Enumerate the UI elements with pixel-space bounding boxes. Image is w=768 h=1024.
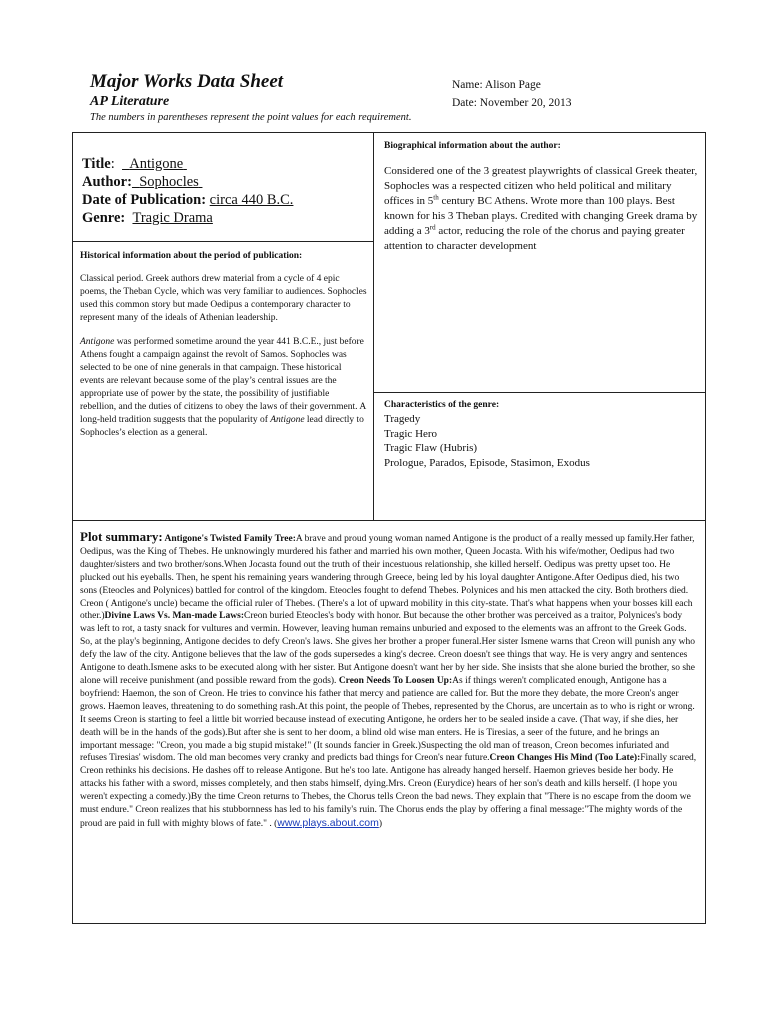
publication-value: circa 440 B.C. [209,192,294,208]
title-row: Title: Antigone [82,155,367,173]
biography-text: Considered one of the 3 greatest playwrights of classical Greek theater, Sophocles was a respected citizen who held political and military offices in 5th century BC Athens. Wrote more than 100 plays. Best known for his 3 Theban plays. Credited with changing Greek drama by adding a 3rd actor, reducing the role of the chorus and paying greater attention to character development [384,165,698,252]
biography-section [384,141,700,254]
plot-heading-divine-laws: Divine Laws Vs. Man-made Laws: [104,611,244,622]
plot-text-end: ) [378,818,382,829]
source-link[interactable]: www.plays.about.com [277,816,379,829]
plot-text: Finally scared, Creon rethinks his decisions. He dashes off to release Antigone. But he's too late. Antigone has already hanged herself. Haemon grieves beside her body. He attacks his father with a sword, misses completely, and then stabs himself, dying.Mrs. Creon (Eurydice) hears of her son's death and kills herself. (I hope you weren't expecting a comedy.)By the time Creon returns to Thebes, the Chorus tells Creon the bad news. They explain that "There is no escape from the doom we must endure." Creon realizes that his stubbornness has led to his family's ruin. The Chorus ends the play by offering a final message:"The mighty words of the proud are paid in full with mighty blows of fate." . ( [80,753,697,829]
historical-paragraph-2: Antigone was performed sometime around the year 441 B.C.E., just before Athens fought a campaign against the revolt of Samos. Sophocles was selected to be one of nine generals in that campaign. These historical events are relevant because some of the play’s central issues are the appropriate use of power by the state, the possibility of justifiable rebellion, and the duties of citizens to obey the laws of their government. A long-held tradition suggests that the popularity of Antigone lead directly to Sophocles’s election as a general. [80,337,366,438]
genre-item: Prologue, Parados, Episode, Stasimon, Exodus [384,456,590,469]
author-row: Author: Sophocles [82,173,367,191]
title-label: Title [82,156,111,172]
author-value: Sophocles [139,174,199,190]
genre-row [82,209,367,227]
work-info [82,155,367,227]
genre-item: Tragedy [384,413,421,425]
plot-heading-creon-loosen-up: Creon Needs To Loosen Up: [338,675,453,686]
sheet-title: Major Works Data Sheet [90,71,284,92]
author-label: Author [82,174,128,190]
publication-row [82,191,367,209]
title-value: Antigone [129,156,184,172]
points-note: The numbers in parentheses represent the point values for each requirement. [90,112,412,123]
historical-paragraph-1: Classical period. Greek authors drew material from a cycle of 4 epic poems, the Theban Cycle, which was very familiar to audiences. Sophocles used this common story but made Oedipus a contemporary character to represent many of the ideals of Athenian leadership. [80,274,367,323]
plot-label: Plot summary: [80,529,163,544]
plot-text: As if things weren't complicated enough, Antigone has a boyfriend: Haemon, the son of Creon. He tries to convince his father that mercy and patience are called for. But the more they debate, the more Creon's anger grows. Haemon leaves, threatening to do something rash.At this point, the people of Thebes, represented by the Chorus, are uncertain as to who is right or wrong. It seems Creon is starting to feel a little bit worried because instead of executing Antigone, he orders her to be sealed inside a cave. (That way, if she dies, her death will be in the hands of the gods).But after she is sent to her doom, a blind old wise man enters. He is Tiresias, a seer of the future, and he brings an important message: "Creon, you made a big stupid mistake!" (It sounds fancier in Greek.)Suspecting the old man of treason, Creon becomes infuriated and refuses Tiresias' wisdom. The old man becomes very cranky and predicts bad things for Creon's near future. [80,675,695,764]
genre-item: Tragic Hero [384,427,438,440]
historical-section [80,251,367,440]
course-subtitle: AP Literature [90,94,170,109]
column-divider [373,133,374,521]
plot-text: A brave and proud young woman named Antigone is the product of a really messed up family.Her father, Oedipus, was the King of Thebes. He unknowingly murdered his father and married his own mother, Queen Jocasta. With his wife/mother, Oedipus had two daughter/sisters and two brother/sons.When Jocasta found out the truth of their incestuous relationship, she killed herself. Oedipus was pretty upset too. He plucked out his eyeballs. Then, he spent his remaining years wandering through Greece, being led by his loyal daughter Antigone.After Oedipus died, his two sons (Eteocles and Polynices) battled for control of the kingdom. Eteocles fought to defend Thebes. Polynices and his men attacked the city. Both brothers died. Creon ( Antigone's uncle) became the official ruler of Thebes. (There's a lot of upward mobility in this city-state. That's what happens when your bosses kill each other.) [80,534,695,622]
plot-heading-family-tree: Antigone's Twisted Family Tree: [162,534,296,544]
publication-label: Date of Publication: [82,192,207,208]
plot-heading-creon-changes-mind: Creon Changes His Mind (Too Late): [489,753,641,764]
student-name: Name: Alison Page [452,79,541,91]
row-divider-right [373,392,706,393]
row-divider-left [72,241,374,242]
genre-section [384,400,700,470]
plot-summary [80,531,698,831]
genre-heading: Characteristics of the genre: [384,400,500,410]
historical-heading: Historical information about the period of publication: [80,251,303,261]
biography-heading: Biographical information about the author: [384,141,561,151]
plot-text: Creon buried Eteocles's body with honor. But because the other brother was perceived as a traitor, Polynices's body was left to rot, a tasty snack for vultures and vermin. However, leaving human remains unburied and exposed to the elements was an affront to the Greek Gods. So, at the play's beginning, Antigone decides to defy Creon's laws. She gives her brother a proper funeral.Her sister Ismene warns that Creon will punish any who defy the law of the city. Antigone believes that the law of the gods supersedes a king's decree. Creon doesn't see things that way. He is very angry and sentences Antigone to death.Ismene asks to be executed along with her sister. But Antigone doesn't want her by her side. She insists that she alone buried the brother, so she alone will receive punishment (and possible reward from the gods). [80,611,696,686]
sheet-date: Date: November 20, 2013 [452,97,572,109]
genre-item: Tragic Flaw (Hubris) [384,442,478,454]
genre-label: Genre: [82,210,126,226]
genre-value: Tragic Drama [132,210,213,226]
row-divider-plot [72,520,706,521]
